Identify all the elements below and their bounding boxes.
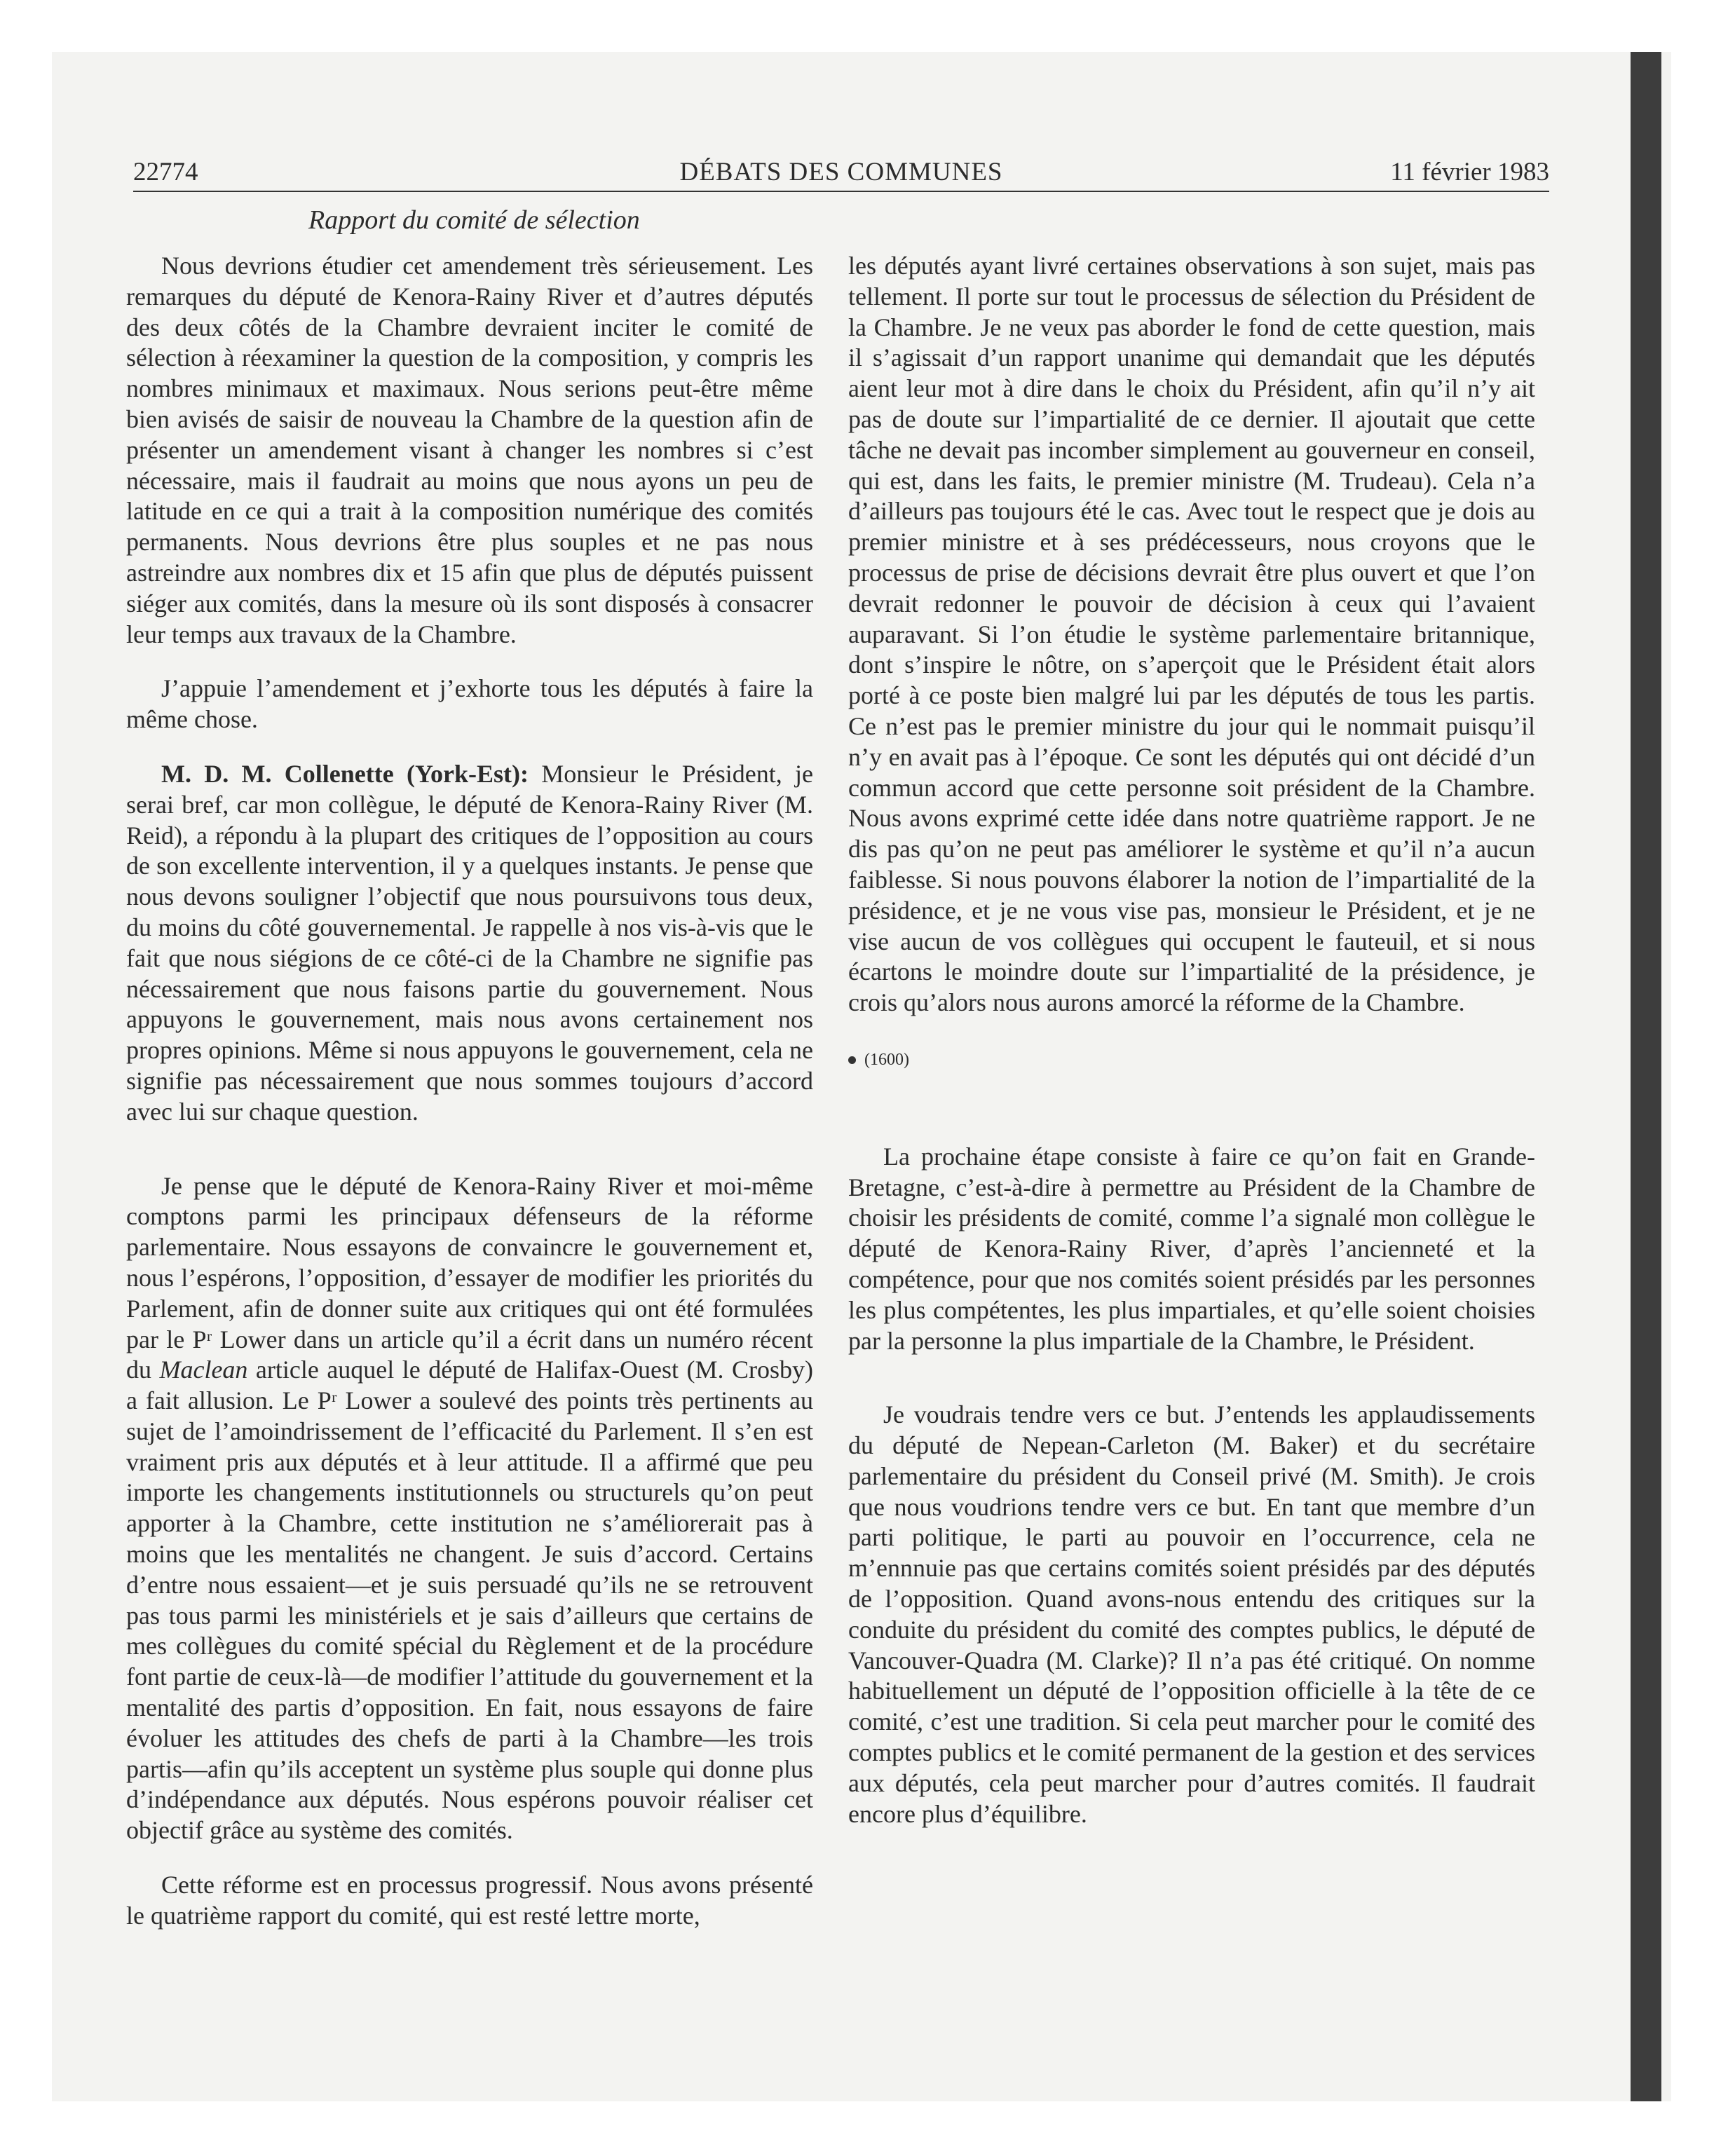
paragraph: J’appuie l’amendement et j’exhorte tous les députés à faire la même chose.	[126, 674, 813, 734]
magazine-title: Maclean	[159, 1356, 248, 1384]
paragraph-text: article auquel le député de Halifax-Ouest (M. Crosby) a fait allusion. Le Pʳ Lower a soulevé des points très pertinents au sujet de l’amoindrissement de l’efficacité du Parlement. Il s’en est vraiment pris aux députés et à leur attitude. Il a affirmé que peu importe les changements institutionnels ou structurels qu’on peut apporter à la Chambre, cette institution ne s’améliorerait pas à moins que les mentalités ne changent. Je suis d’accord. Certains d’entre nous essaient—et je suis persuadé qu’ils ne se retrouvent pas tous parmi les ministériels et je sais d’ailleurs que certains de mes collègues du comité spécial du Règlement et de la procédure font partie de ceux-là—de modifier l’attitude du gouvernement et la mentalité des partis d’opposition. En fait, nous essayons de faire évoluer les attitudes des chefs de parti à la Chambre—les trois partis—afin qu’ils acceptent un système plus souple qui donne plus d’indépendance aux députés. Nous espérons pouvoir réaliser cet objectif grâce au système des comités.	[126, 1356, 813, 1845]
paragraph: Nous devrions étudier cet amendement très sérieusement. Les remarques du député de Kenora-Rainy River et d’autres députés des deux côtés de la Chambre devraient inciter le comité de sélection à réexaminer la question de la composition, y compris les nombres minimaux et maximaux. Nous serions peut-être même bien avisés de saisir de nouveau la Chambre de la question afin de présenter un amendement visant à changer les nombres si c’est nécessaire, mais il faudrait au moins que nous ayons un peu de latitude en ce qui a trait à la composition numérique des comités permanents. Nous devrions être plus souples et ne pas nous astreindre aux nombres dix et 15 afin que plus de députés puissent siéger aux comités, dans la mesure où ils sont disposés à consacrer leur temps aux travaux de la Chambre.	[126, 252, 813, 648]
publication-date: 11 février 1983	[1390, 158, 1549, 186]
paragraph: Je voudrais tendre vers ce but. J’entends les applaudissements du député de Nepean-Carleton (M. Baker) et du secrétaire parlementaire du président du Conseil privé (M. Smith). Je crois que nous voudrions tendre vers ce but. En tant que membre d’un parti politique, le parti au pouvoir en l’occurrence, cela ne m’ennnuie pas que certains comités soient présidés par des députés de l’opposition. Quand avons-nous entendu des critiques sur la conduite du président du comité des comptes publics, le député de Vancouver-Quadra (M. Clarke)? Il n’a pas été critiqué. On nomme habituellement un député de l’opposition officielle à la tête de ce comité, c’est une tradition. Si cela peut marcher pour le comité des comptes publics et le comité permanent de la gestion et des services aux députés, cela peut marcher pour d’autres comités. Il faudrait encore plus d’équilibre.	[848, 1400, 1535, 1828]
left-column	[126, 251, 813, 1932]
paragraph	[126, 1171, 813, 1847]
paragraph-text: Je pense que le député de Kenora-Rainy River et moi-même comptons parmi les principaux défenseurs de la réforme parlementaire. Nous essayons de convaincre le gouvernement et, nous l’espérons, l’opposition, d’essayer de modifier les priorités du Parlement, afin de donner suite aux critiques qui ont été formulées par le Pʳ Lower dans un article qu’il a écrit dans un numéro récent du	[126, 1171, 813, 1384]
bullet-icon	[848, 1056, 856, 1064]
time-marker	[848, 1045, 1535, 1076]
time-marker-text: (1600)	[864, 1050, 909, 1069]
paragraph: Cette réforme est en processus progressif. Nous avons présenté le quatrième rapport du comité, qui est resté lettre morte,	[126, 1871, 813, 1930]
speaker-paragraph	[126, 759, 813, 1128]
section-title: Rapport du comité de sélection	[308, 205, 640, 235]
page-number: 22774	[133, 158, 198, 186]
publication-title: DÉBATS DES COMMUNES	[679, 158, 1003, 186]
scan-edge-shadow	[1631, 52, 1661, 2101]
paragraph: les députés ayant livré certaines observations à son sujet, mais pas tellement. Il porte sur tout le processus de sélection du Président de la Chambre. Je ne veux pas aborder le fond de cette question, mais il s’agissait d’un rapport unanime qui demandait que les députés aient leur mot à dire dans le choix du Président, afin qu’il n’y ait pas de doute sur l’impartialité de ce dernier. Il ajoutait que cette tâche ne devait pas incomber simplement au gouverneur en conseil, qui est, dans les faits, le premier ministre (M. Trudeau). Cela n’a d’ailleurs pas toujours été le cas. Avec tout le respect que je dois au premier ministre et à ses prédécesseurs, nous croyons que le processus de prise de décisions devrait être plus ouvert et que l’on devrait redonner le pouvoir de décision à ceux qui l’avaient auparavant. Si l’on étudie le système parlementaire britannique, dont s’inspire le nôtre, on s’aperçoit que le Président était alors porté à ce poste bien malgré lui par les députés de tous les partis. Ce n’est pas le premier ministre du jour qui le nommait puisqu’il n’y en avait pas à l’époque. Ce sont les députés qui ont décidé d’un commun accord que cette personne soit président de la Chambre. Nous avons exprimé cette idée dans notre quatrième rapport. Je ne dis pas qu’on ne peut pas améliorer le système et qu’il n’a aucun faiblesse. Si nous pouvons élaborer la notion de l’impartialité de la présidence, et je ne vous vise pas, monsieur le Président, et je ne vise aucun de vos collègues qui occupent le fauteuil, et si nous écartons le moindre doute sur l’impartialité de la présidence, je crois qu’alors nous aurons amorcé la réforme de la Chambre.	[848, 252, 1535, 1017]
right-column	[848, 251, 1535, 1829]
speech-text: Monsieur le Président, je serai bref, car mon collègue, le député de Kenora-Rainy River (M. Reid), a répondu à la plupart des critiques de l’opposition au cours de son excellente intervention, il y a quelques instants. Je pense que nous devons souligner l’objectif que nous poursuivons tous deux, du moins du côté gouvernemental. Je rappelle à nos vis-à-vis que le fait que nous siégions de ce côté-ci de la Chambre ne signifie pas nécessairement que nous faisons partie du gouvernement. Nous appuyons le gouvernement, mais nous avons certainement nos propres opinions. Même si nous appuyons le gouvernement, cela ne signifie pas nécessairement que nous sommes toujours d’accord avec lui sur chaque question.	[126, 759, 813, 1126]
speaker-name: M. D. M. Collenette (York-Est):	[161, 759, 529, 788]
header-rule	[133, 191, 1549, 192]
page-header	[133, 157, 1549, 193]
paragraph: La prochaine étape consiste à faire ce qu’on fait en Grande-Bretagne, c’est-à-dire à permettre au Président de la Chambre de choisir les présidents de comité, comme l’a signalé mon collègue le député de Kenora-Rainy River, d’après l’ancienneté et la compétence, pour que nos comités soient présidés par les personnes les plus compétentes, les plus impartiales, et qu’elle soient choisies par la personne la plus impartiale de la Chambre, le Président.	[848, 1142, 1535, 1355]
